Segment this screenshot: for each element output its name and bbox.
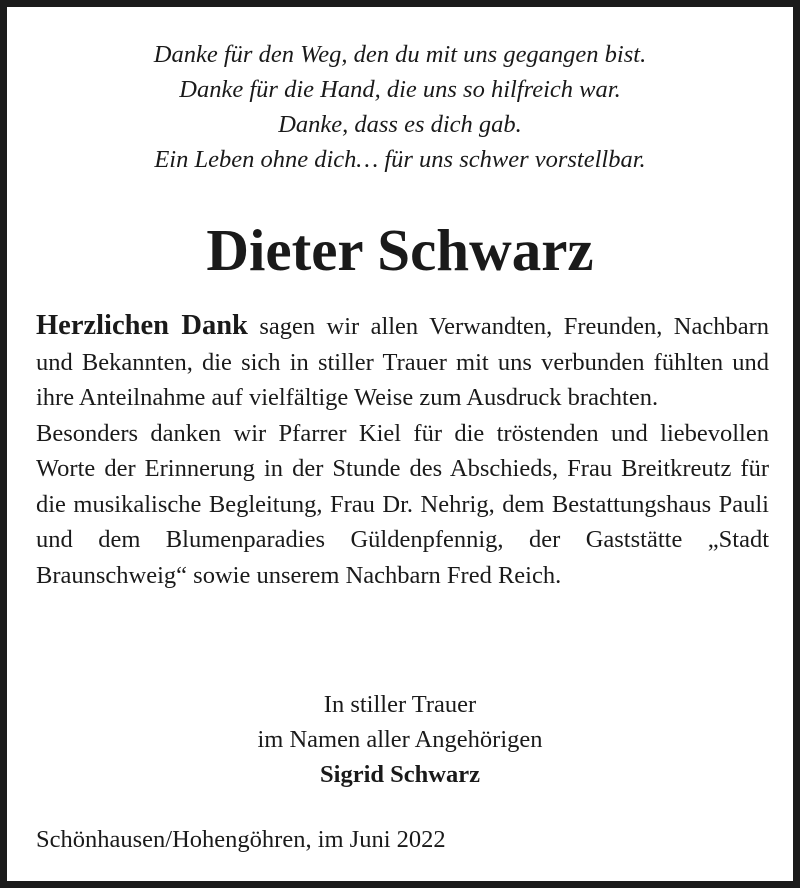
thanks-paragraph-2: Besonders danken wir Pfarrer Kiel für die tröstenden und liebevollen Worte der Erinnerung in der Stunde des Abschieds, Frau Breitkreutz für die musikalische Begleitung, Frau Dr. Nehrig, dem Bestattungshaus Pauli und dem Blumenparadies Güldenpfennig, der Gaststätte „Stadt Braunschweig“ sowie unserem Nachbarn Fred Reich. (36, 419, 769, 589)
deceased-name: Dieter Schwarz (206, 217, 594, 283)
thanks-paragraph-1 (36, 308, 769, 416)
signature-line-1: In stiller Trauer (323, 691, 477, 718)
place-date: Schönhausen/Hohengöhren, im Juni 2022 (36, 826, 446, 853)
signature-line-2: im Namen aller Angehörigen (257, 726, 543, 753)
signature-block (7, 687, 793, 792)
thanks-lead: Herzlichen Dank (36, 310, 248, 341)
signer-name: Sigrid Schwarz (320, 761, 480, 788)
thanks-text (36, 308, 769, 593)
poem-line: Danke für die Hand, die uns so hilfreich war. (179, 76, 621, 103)
poem (7, 37, 793, 177)
thanks-paragraph-1-text: sagen wir allen Verwandten, Freunden, Nachbarn und Bekannten, die sich in stiller Trauer mit uns verbunden fühlten und ihre Anteilnahme auf vielfältige Weise zum Ausdruck brachten. (36, 313, 769, 411)
poem-line: Ein Leben ohne dich… für uns schwer vorstellbar. (154, 146, 646, 173)
poem-line: Danke für den Weg, den du mit uns gegangen bist. (153, 41, 647, 68)
poem-line: Danke, dass es dich gab. (278, 111, 522, 138)
